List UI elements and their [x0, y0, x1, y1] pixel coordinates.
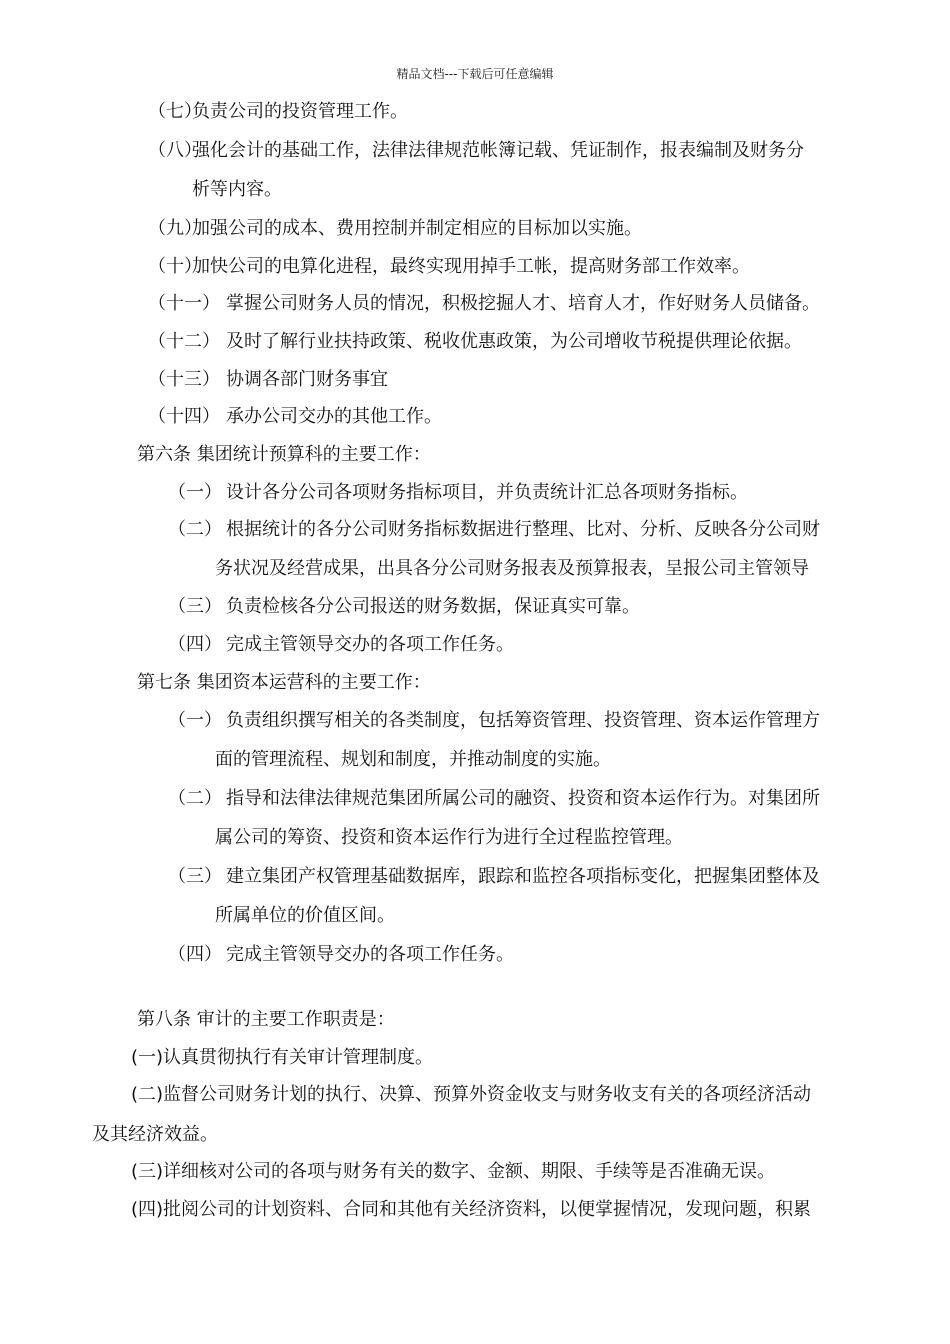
item-text: 强化会计的基础工作，法律法律规范帐簿记载、凭证制作，报表编制及财务分: [192, 140, 804, 161]
item-text: 加强公司的成本、费用控制并制定相应的目标加以实施。: [192, 218, 642, 239]
article-8-item: (三)详细核对公司的各项与财务有关的数字、金额、期限、手续等是否准确无误。: [131, 1161, 776, 1182]
page-header: 精品文档---下载后可任意编辑: [396, 67, 554, 81]
item-text-continuation: 属公司的筹资、投资和资本运作行为进行全过程监控管理。: [215, 827, 683, 848]
item-number: （四）: [168, 944, 222, 965]
item-number: （八）: [148, 140, 202, 161]
item-number: （十一）: [148, 293, 220, 314]
item-text-continuation: 所属单位的价值区间。: [215, 905, 395, 926]
article-7-title: 第七条 集团资本运营科的主要工作：: [137, 672, 431, 693]
item-text: 完成主管领导交办的各项工作任务。: [226, 634, 514, 655]
article-6-title: 第六条 集团统计预算科的主要工作：: [137, 444, 431, 465]
item-number: （十四）: [148, 406, 220, 427]
item-text-continuation: 务状况及经营成果，出具各分公司财务报表及预算报表，呈报公司主管领导: [215, 558, 809, 579]
item-number: （三）: [168, 596, 222, 617]
item-number: （三）: [168, 866, 222, 887]
item-number: （十三）: [148, 369, 220, 390]
article-8-item: (四)批阅公司的计划资料、合同和其他有关经济资料，以便掌握情况，发现问题，积累: [131, 1199, 812, 1220]
article-8-item: (二)监督公司财务计划的执行、决算、预算外资金收支与财务收支有关的各项经济活动: [131, 1084, 812, 1105]
item-text: 掌握公司财务人员的情况，积极挖掘人才、培育人才，作好财务人员储备。: [226, 293, 820, 314]
item-text-continuation: 析等内容。: [192, 179, 282, 200]
item-number: （七）: [148, 101, 202, 122]
item-number: （四）: [168, 634, 222, 655]
article-8-item: (一)认真贯彻执行有关审计管理制度。: [131, 1047, 434, 1068]
article-8-title: 第八条 审计的主要工作职责是：: [137, 1009, 395, 1030]
item-text: 及时了解行业扶持政策、税收优惠政策，为公司增收节税提供理论依据。: [226, 331, 802, 352]
item-text: 负责公司的投资管理工作。: [192, 101, 408, 122]
item-text: 负责检核各分公司报送的财务数据，保证真实可靠。: [226, 596, 640, 617]
item-text: 协调各部门财务事宜: [226, 369, 388, 390]
item-number: （一）: [168, 482, 222, 503]
item-text: 完成主管领导交办的各项工作任务。: [226, 944, 514, 965]
item-number: （二）: [168, 519, 222, 540]
item-text-continuation: 及其经济效益。: [92, 1124, 218, 1145]
item-text: 指导和法律法律规范集团所属公司的融资、投资和资本运作行为。对集团所: [226, 788, 820, 809]
item-text: 负责组织撰写相关的各类制度，包括筹资管理、投资管理、资本运作管理方: [226, 710, 820, 731]
item-number: （十）: [148, 256, 202, 277]
item-number: （九）: [148, 218, 202, 239]
item-text: 建立集团产权管理基础数据库，跟踪和监控各项指标变化，把握集团整体及: [226, 866, 820, 887]
item-text: 承办公司交办的其他工作。: [226, 406, 442, 427]
item-text: 设计各分公司各项财务指标项目，并负责统计汇总各项财务指标。: [226, 482, 748, 503]
item-number: （二）: [168, 788, 222, 809]
item-text-continuation: 面的管理流程、规划和制度，并推动制度的实施。: [215, 749, 611, 770]
item-text: 加快公司的电算化进程，最终实现用掉手工帐，提高财务部工作效率。: [192, 256, 750, 277]
item-number: （十二）: [148, 331, 220, 352]
item-number: （一）: [168, 710, 222, 731]
item-text: 根据统计的各分公司财务指标数据进行整理、比对、分析、反映各分公司财: [226, 519, 820, 540]
